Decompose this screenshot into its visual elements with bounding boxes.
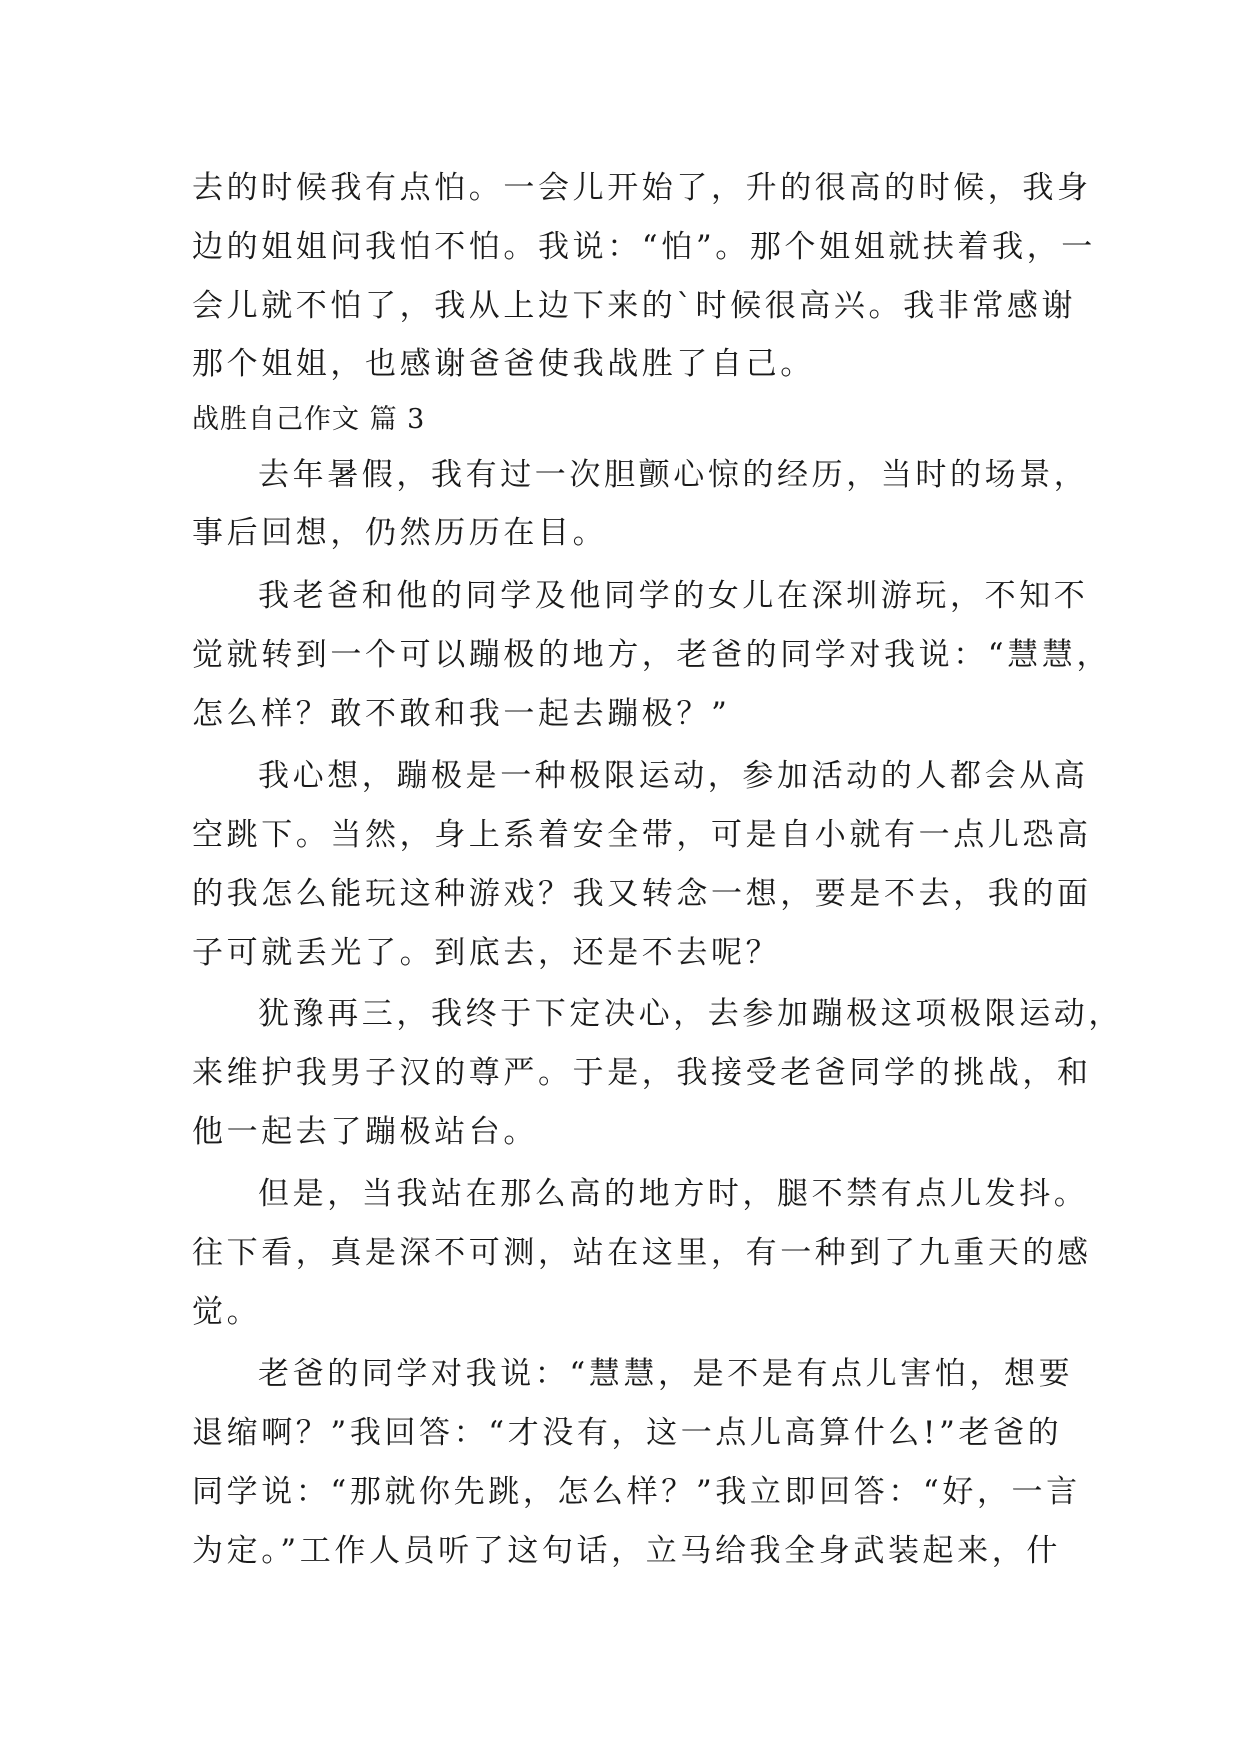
text-line: 我心想，蹦极是一种极限运动，参加活动的人都会从高 xyxy=(258,758,1089,794)
text-line: 事后回想，仍然历历在目。 xyxy=(192,515,608,551)
text-line: 会儿就不怕了，我从上边下来的`时候很高兴。我非常感谢 xyxy=(192,288,1077,324)
text-line: 空跳下。当然，身上系着安全带，可是自小就有一点儿恐高 xyxy=(192,817,1092,853)
text-line: 去年暑假，我有过一次胆颤心惊的经历，当时的场景， xyxy=(258,457,1089,493)
text-line: 来维护我男子汉的尊严。于是，我接受老爸同学的挑战，和 xyxy=(192,1055,1092,1091)
text-line: 他一起去了蹦极站台。 xyxy=(192,1114,538,1150)
text-line: 往下看，真是深不可测，站在这里，有一种到了九重天的感 xyxy=(192,1235,1092,1271)
text-line: 我老爸和他的同学及他同学的女儿在深圳游玩，不知不 xyxy=(258,578,1089,614)
text-line: 但是，当我站在那么高的地方时，腿不禁有点儿发抖。 xyxy=(258,1176,1089,1212)
text-line: 的我怎么能玩这种游戏？我又转念一想，要是不去，我的面 xyxy=(192,876,1092,912)
section-heading: 战胜自己作文 篇 3 xyxy=(192,404,426,435)
text-line: 退缩啊？”我回答：“才没有，这一点儿高算什么!”老爸的 xyxy=(192,1415,1063,1451)
text-line: 老爸的同学对我说：“慧慧，是不是有点儿害怕，想要 xyxy=(258,1356,1074,1392)
text-line: 为定。”工作人员听了这句话，立马给我全身武装起来，什 xyxy=(192,1533,1061,1569)
text-line: 犹豫再三，我终于下定决心，去参加蹦极这项极限运动， xyxy=(258,996,1123,1032)
text-line: 边的姐姐问我怕不怕。我说：“怕”。那个姐姐就扶着我，一 xyxy=(192,229,1096,265)
text-line: 同学说：“那就你先跳，怎么样？”我立即回答：“好，一言 xyxy=(192,1474,1081,1510)
text-line: 子可就丢光了。到底去，还是不去呢？ xyxy=(192,935,781,971)
text-line: 觉。 xyxy=(192,1294,262,1330)
text-line: 怎么样？敢不敢和我一起去蹦极？” xyxy=(192,696,731,732)
text-line: 那个姐姐，也感谢爸爸使我战胜了自己。 xyxy=(192,346,815,382)
text-line: 去的时候我有点怕。一会儿开始了，升的很高的时候，我身 xyxy=(192,170,1092,206)
text-line: 觉就转到一个可以蹦极的地方，老爸的同学对我说：“慧慧， xyxy=(192,637,1112,673)
